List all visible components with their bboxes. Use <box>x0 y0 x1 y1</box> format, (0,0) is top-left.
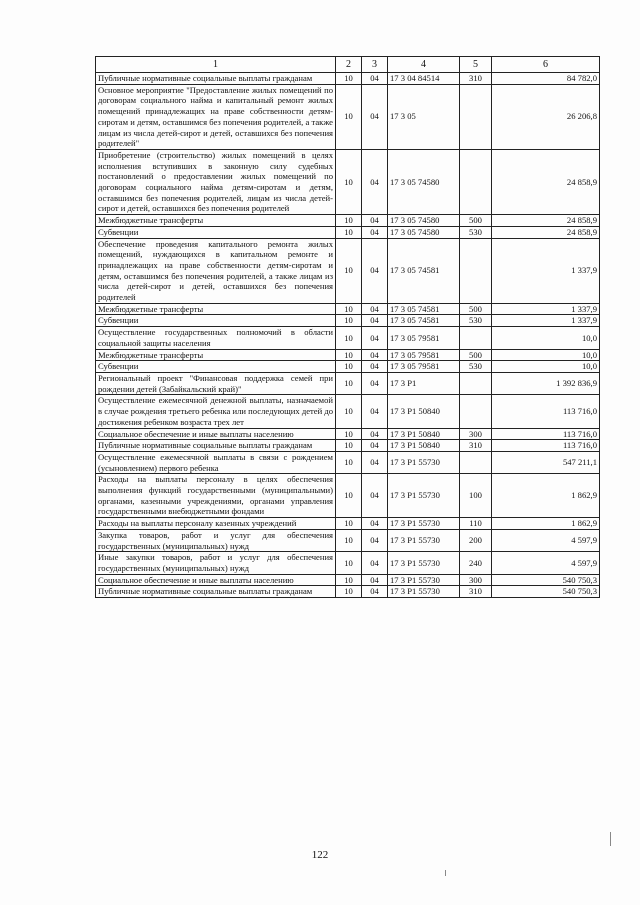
row-name-cell: Расходы на выплаты персоналу в целях обеспечения выполнения функций государственными (муниципальными) органами, казенными учреждениями, органами управления государственными внебюджетными фондами <box>96 474 336 518</box>
subsection-cell: 04 <box>362 552 388 574</box>
subsection-cell: 04 <box>362 226 388 238</box>
table-row <box>96 315 600 327</box>
amount-cell: 1 862,9 <box>492 518 600 530</box>
amount-cell: 1 337,9 <box>492 303 600 315</box>
subsection-cell: 04 <box>362 518 388 530</box>
row-name-cell: Иные закупки товаров, работ и услуг для обеспечения государственных (муниципальных) нужд <box>96 552 336 574</box>
section-cell: 10 <box>336 529 362 551</box>
expense-type-cell: 300 <box>460 574 492 586</box>
expense-type-cell: 500 <box>460 215 492 227</box>
expense-type-cell: 500 <box>460 303 492 315</box>
row-name-cell: Осуществление ежемесячной денежной выплаты, назначаемой в случае рождения третьего ребенка или последующих детей до достижения ребенком возраста трех лет <box>96 395 336 428</box>
table-row <box>96 84 600 149</box>
row-name-cell: Межбюджетные трансферты <box>96 349 336 361</box>
subsection-cell: 04 <box>362 149 388 214</box>
section-cell: 10 <box>336 586 362 598</box>
expense-type-cell <box>460 327 492 349</box>
subsection-cell: 04 <box>362 428 388 440</box>
target-article-cell: 17 3 05 79581 <box>388 327 460 349</box>
expense-type-cell <box>460 451 492 473</box>
table-row <box>96 361 600 373</box>
amount-cell: 547 211,1 <box>492 451 600 473</box>
subsection-cell: 04 <box>362 440 388 452</box>
table-row <box>96 518 600 530</box>
row-name-cell: Основное мероприятие "Предоставление жилых помещений по договорам социального найма и капитальный ремонт жилых помещений принадлежащих на праве собственности детям-сиротам и детям, оставшимся без попечения родителей, а также лицам из числа детей-сирот и детей, оставшихся без попечения родителей" <box>96 84 336 149</box>
table-row <box>96 327 600 349</box>
target-article-cell: 17 3 P1 55730 <box>388 552 460 574</box>
section-cell: 10 <box>336 215 362 227</box>
section-cell: 10 <box>336 474 362 518</box>
target-article-cell: 17 3 04 84514 <box>388 73 460 85</box>
column-header: 3 <box>362 57 388 73</box>
table-row <box>96 149 600 214</box>
section-cell: 10 <box>336 73 362 85</box>
subsection-cell: 04 <box>362 215 388 227</box>
table-row <box>96 226 600 238</box>
section-cell: 10 <box>336 440 362 452</box>
amount-cell: 113 716,0 <box>492 395 600 428</box>
row-name-cell: Межбюджетные трансферты <box>96 303 336 315</box>
expense-type-cell: 310 <box>460 73 492 85</box>
row-name-cell: Закупка товаров, работ и услуг для обеспечения государственных (муниципальных) нужд <box>96 529 336 551</box>
amount-cell: 1 392 836,9 <box>492 372 600 394</box>
expense-type-cell: 200 <box>460 529 492 551</box>
subsection-cell: 04 <box>362 529 388 551</box>
subsection-cell: 04 <box>362 361 388 373</box>
table-header-row <box>96 57 600 73</box>
amount-cell: 113 716,0 <box>492 440 600 452</box>
amount-cell: 4 597,9 <box>492 529 600 551</box>
amount-cell: 540 750,3 <box>492 574 600 586</box>
expense-type-cell <box>460 372 492 394</box>
amount-cell: 10,0 <box>492 361 600 373</box>
expense-type-cell: 310 <box>460 440 492 452</box>
section-cell: 10 <box>336 84 362 149</box>
section-cell: 10 <box>336 238 362 303</box>
row-name-cell: Субвенции <box>96 315 336 327</box>
subsection-cell: 04 <box>362 303 388 315</box>
amount-cell: 4 597,9 <box>492 552 600 574</box>
table-row <box>96 349 600 361</box>
table-row <box>96 474 600 518</box>
amount-cell: 24 858,9 <box>492 149 600 214</box>
row-name-cell: Обеспечение проведения капитального ремонта жилых помещений, нуждающихся в капитальном ремонте и принадлежащих на праве собственности детям-сиротам и детям, оставшимся без попечения родителей, а также лицам из числа детей-сирот и детей, оставшихся без попечения родителей <box>96 238 336 303</box>
table-row <box>96 303 600 315</box>
section-cell: 10 <box>336 149 362 214</box>
expense-type-cell: 310 <box>460 586 492 598</box>
subsection-cell: 04 <box>362 372 388 394</box>
amount-cell: 540 750,3 <box>492 586 600 598</box>
scan-mark <box>610 832 611 846</box>
expense-type-cell: 530 <box>460 226 492 238</box>
column-header: 1 <box>96 57 336 73</box>
expense-type-cell: 500 <box>460 349 492 361</box>
row-name-cell: Публичные нормативные социальные выплаты гражданам <box>96 440 336 452</box>
table-row <box>96 451 600 473</box>
amount-cell: 26 206,8 <box>492 84 600 149</box>
table-row <box>96 215 600 227</box>
amount-cell: 24 858,9 <box>492 226 600 238</box>
row-name-cell: Осуществление ежемесячной выплаты в связи с рождением (усыновлением) первого ребенка <box>96 451 336 473</box>
target-article-cell: 17 3 05 74580 <box>388 226 460 238</box>
row-name-cell: Осуществление государственных полномочий в области социальной защиты населения <box>96 327 336 349</box>
expense-type-cell: 110 <box>460 518 492 530</box>
row-name-cell: Социальное обеспечение и иные выплаты населению <box>96 428 336 440</box>
target-article-cell: 17 3 P1 55730 <box>388 586 460 598</box>
expense-type-cell <box>460 395 492 428</box>
subsection-cell: 04 <box>362 238 388 303</box>
budget-table <box>95 56 600 598</box>
target-article-cell: 17 3 05 74580 <box>388 215 460 227</box>
subsection-cell: 04 <box>362 451 388 473</box>
section-cell: 10 <box>336 552 362 574</box>
column-header: 6 <box>492 57 600 73</box>
expense-type-cell <box>460 149 492 214</box>
row-name-cell: Субвенции <box>96 361 336 373</box>
column-header: 5 <box>460 57 492 73</box>
column-header: 2 <box>336 57 362 73</box>
amount-cell: 10,0 <box>492 349 600 361</box>
page-number: 122 <box>311 849 329 861</box>
subsection-cell: 04 <box>362 586 388 598</box>
expense-type-cell <box>460 84 492 149</box>
table-row <box>96 372 600 394</box>
row-name-cell: Расходы на выплаты персоналу казенных учреждений <box>96 518 336 530</box>
target-article-cell: 17 3 05 79581 <box>388 349 460 361</box>
target-article-cell: 17 3 05 74580 <box>388 149 460 214</box>
table-row <box>96 73 600 85</box>
section-cell: 10 <box>336 395 362 428</box>
target-article-cell: 17 3 05 74581 <box>388 238 460 303</box>
table-row <box>96 238 600 303</box>
target-article-cell: 17 3 P1 55730 <box>388 529 460 551</box>
section-cell: 10 <box>336 428 362 440</box>
amount-cell: 24 858,9 <box>492 215 600 227</box>
amount-cell: 84 782,0 <box>492 73 600 85</box>
row-name-cell: Межбюджетные трансферты <box>96 215 336 227</box>
amount-cell: 1 862,9 <box>492 474 600 518</box>
section-cell: 10 <box>336 226 362 238</box>
row-name-cell: Приобретение (строительство) жилых помещений в целях исполнения вступивших в законную силу судебных постановлений о предоставлении жилых помещений по договорам социального найма детям-сиротам и детям, оставшимся без попечения родителей, лицам из числа детей-сирот и детей, оставшихся без попечения родителей <box>96 149 336 214</box>
section-cell: 10 <box>336 315 362 327</box>
target-article-cell: 17 3 P1 55730 <box>388 518 460 530</box>
table-row <box>96 440 600 452</box>
table-row <box>96 586 600 598</box>
target-article-cell: 17 3 P1 50840 <box>388 428 460 440</box>
expense-type-cell: 530 <box>460 315 492 327</box>
target-article-cell: 17 3 P1 <box>388 372 460 394</box>
target-article-cell: 17 3 05 <box>388 84 460 149</box>
row-name-cell: Социальное обеспечение и иные выплаты населению <box>96 574 336 586</box>
amount-cell: 10,0 <box>492 327 600 349</box>
section-cell: 10 <box>336 518 362 530</box>
target-article-cell: 17 3 05 74581 <box>388 303 460 315</box>
target-article-cell: 17 3 P1 50840 <box>388 395 460 428</box>
subsection-cell: 04 <box>362 315 388 327</box>
amount-cell: 1 337,9 <box>492 315 600 327</box>
target-article-cell: 17 3 P1 55730 <box>388 574 460 586</box>
table-row <box>96 529 600 551</box>
scan-mark <box>445 870 446 876</box>
section-cell: 10 <box>336 349 362 361</box>
amount-cell: 1 337,9 <box>492 238 600 303</box>
row-name-cell: Региональный проект "Финансовая поддержка семей при рождении детей (Забайкальский край)" <box>96 372 336 394</box>
table-body <box>96 73 600 598</box>
target-article-cell: 17 3 P1 55730 <box>388 451 460 473</box>
subsection-cell: 04 <box>362 73 388 85</box>
expense-type-cell: 530 <box>460 361 492 373</box>
table-row <box>96 574 600 586</box>
table-row <box>96 428 600 440</box>
target-article-cell: 17 3 05 74581 <box>388 315 460 327</box>
row-name-cell: Публичные нормативные социальные выплаты гражданам <box>96 586 336 598</box>
expense-type-cell: 240 <box>460 552 492 574</box>
table-row <box>96 395 600 428</box>
expense-type-cell: 300 <box>460 428 492 440</box>
section-cell: 10 <box>336 327 362 349</box>
subsection-cell: 04 <box>362 395 388 428</box>
target-article-cell: 17 3 P1 50840 <box>388 440 460 452</box>
section-cell: 10 <box>336 361 362 373</box>
amount-cell: 113 716,0 <box>492 428 600 440</box>
subsection-cell: 04 <box>362 574 388 586</box>
column-header: 4 <box>388 57 460 73</box>
table-row <box>96 552 600 574</box>
row-name-cell: Субвенции <box>96 226 336 238</box>
section-cell: 10 <box>336 451 362 473</box>
expense-type-cell <box>460 238 492 303</box>
section-cell: 10 <box>336 574 362 586</box>
target-article-cell: 17 3 P1 55730 <box>388 474 460 518</box>
row-name-cell: Публичные нормативные социальные выплаты гражданам <box>96 73 336 85</box>
subsection-cell: 04 <box>362 474 388 518</box>
section-cell: 10 <box>336 303 362 315</box>
expense-type-cell: 100 <box>460 474 492 518</box>
subsection-cell: 04 <box>362 349 388 361</box>
subsection-cell: 04 <box>362 84 388 149</box>
target-article-cell: 17 3 05 79581 <box>388 361 460 373</box>
subsection-cell: 04 <box>362 327 388 349</box>
section-cell: 10 <box>336 372 362 394</box>
